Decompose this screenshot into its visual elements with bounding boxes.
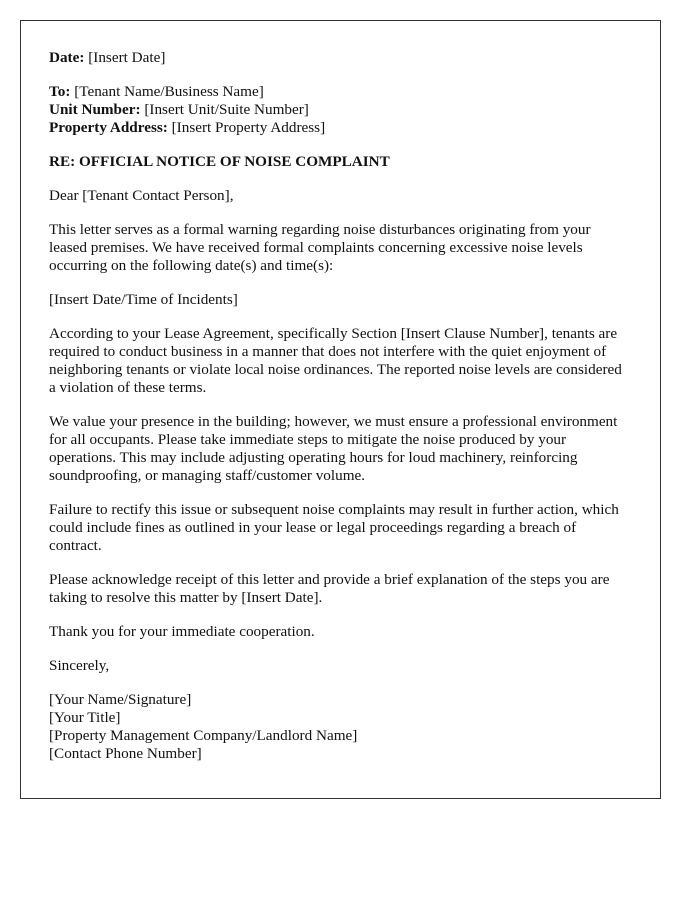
paragraph-acknowledge: Please acknowledge receipt of this letter and provide a brief explanation of the steps you are taking to resolve this matter by [Insert Date]. (49, 571, 610, 606)
incidents-placeholder: [Insert Date/Time of Incidents] (49, 291, 238, 308)
signature-name: [Your Name/Signature] (49, 691, 192, 708)
unit-label: Unit Number: (49, 101, 141, 118)
address-line (49, 119, 632, 137)
paragraph-consequences: Failure to rectify this issue or subsequent noise complaints may result in further action, which could include fines as outlined in your lease or legal proceedings regarding a breach of contract. (49, 501, 619, 554)
paragraph-lease: According to your Lease Agreement, specifically Section [Insert Clause Number], tenants are required to conduct business in a manner that does not interfere with the quiet enjoyment of neighboring tenants or violate local noise ordinances. The reported noise levels are considered a violation of these terms. (49, 325, 622, 396)
subject-line: RE: OFFICIAL NOTICE OF NOISE COMPLAINT (49, 153, 390, 170)
date-label: Date: (49, 49, 85, 66)
date-line (49, 49, 632, 67)
date-value: [Insert Date] (88, 49, 166, 66)
signature-block (49, 691, 632, 763)
address-label: Property Address: (49, 119, 168, 136)
to-line (49, 83, 632, 101)
address-value: [Insert Property Address] (171, 119, 326, 136)
signature-company: [Property Management Company/Landlord Name] (49, 727, 358, 744)
salutation: Dear [Tenant Contact Person], (49, 187, 234, 204)
signature-title: [Your Title] (49, 709, 121, 726)
signature-phone: [Contact Phone Number] (49, 745, 202, 762)
letter-document (20, 20, 661, 799)
unit-line (49, 101, 632, 119)
recipient-block (49, 83, 632, 137)
to-label: To: (49, 83, 71, 100)
to-value: [Tenant Name/Business Name] (74, 83, 264, 100)
closing: Sincerely, (49, 657, 110, 674)
paragraph-thanks: Thank you for your immediate cooperation. (49, 623, 315, 640)
paragraph-mitigation: We value your presence in the building; however, we must ensure a professional environment for all occupants. Please take immediate steps to mitigate the noise produced by your operations. This may include adjusting operating hours for loud machinery, reinforcing soundproofing, or managing staff/customer volume. (49, 413, 618, 484)
unit-value: [Insert Unit/Suite Number] (144, 101, 309, 118)
paragraph-intro: This letter serves as a formal warning regarding noise disturbances originating from your leased premises. We have received formal complaints concerning excessive noise levels occurring on the following date(s) and time(s): (49, 221, 591, 274)
